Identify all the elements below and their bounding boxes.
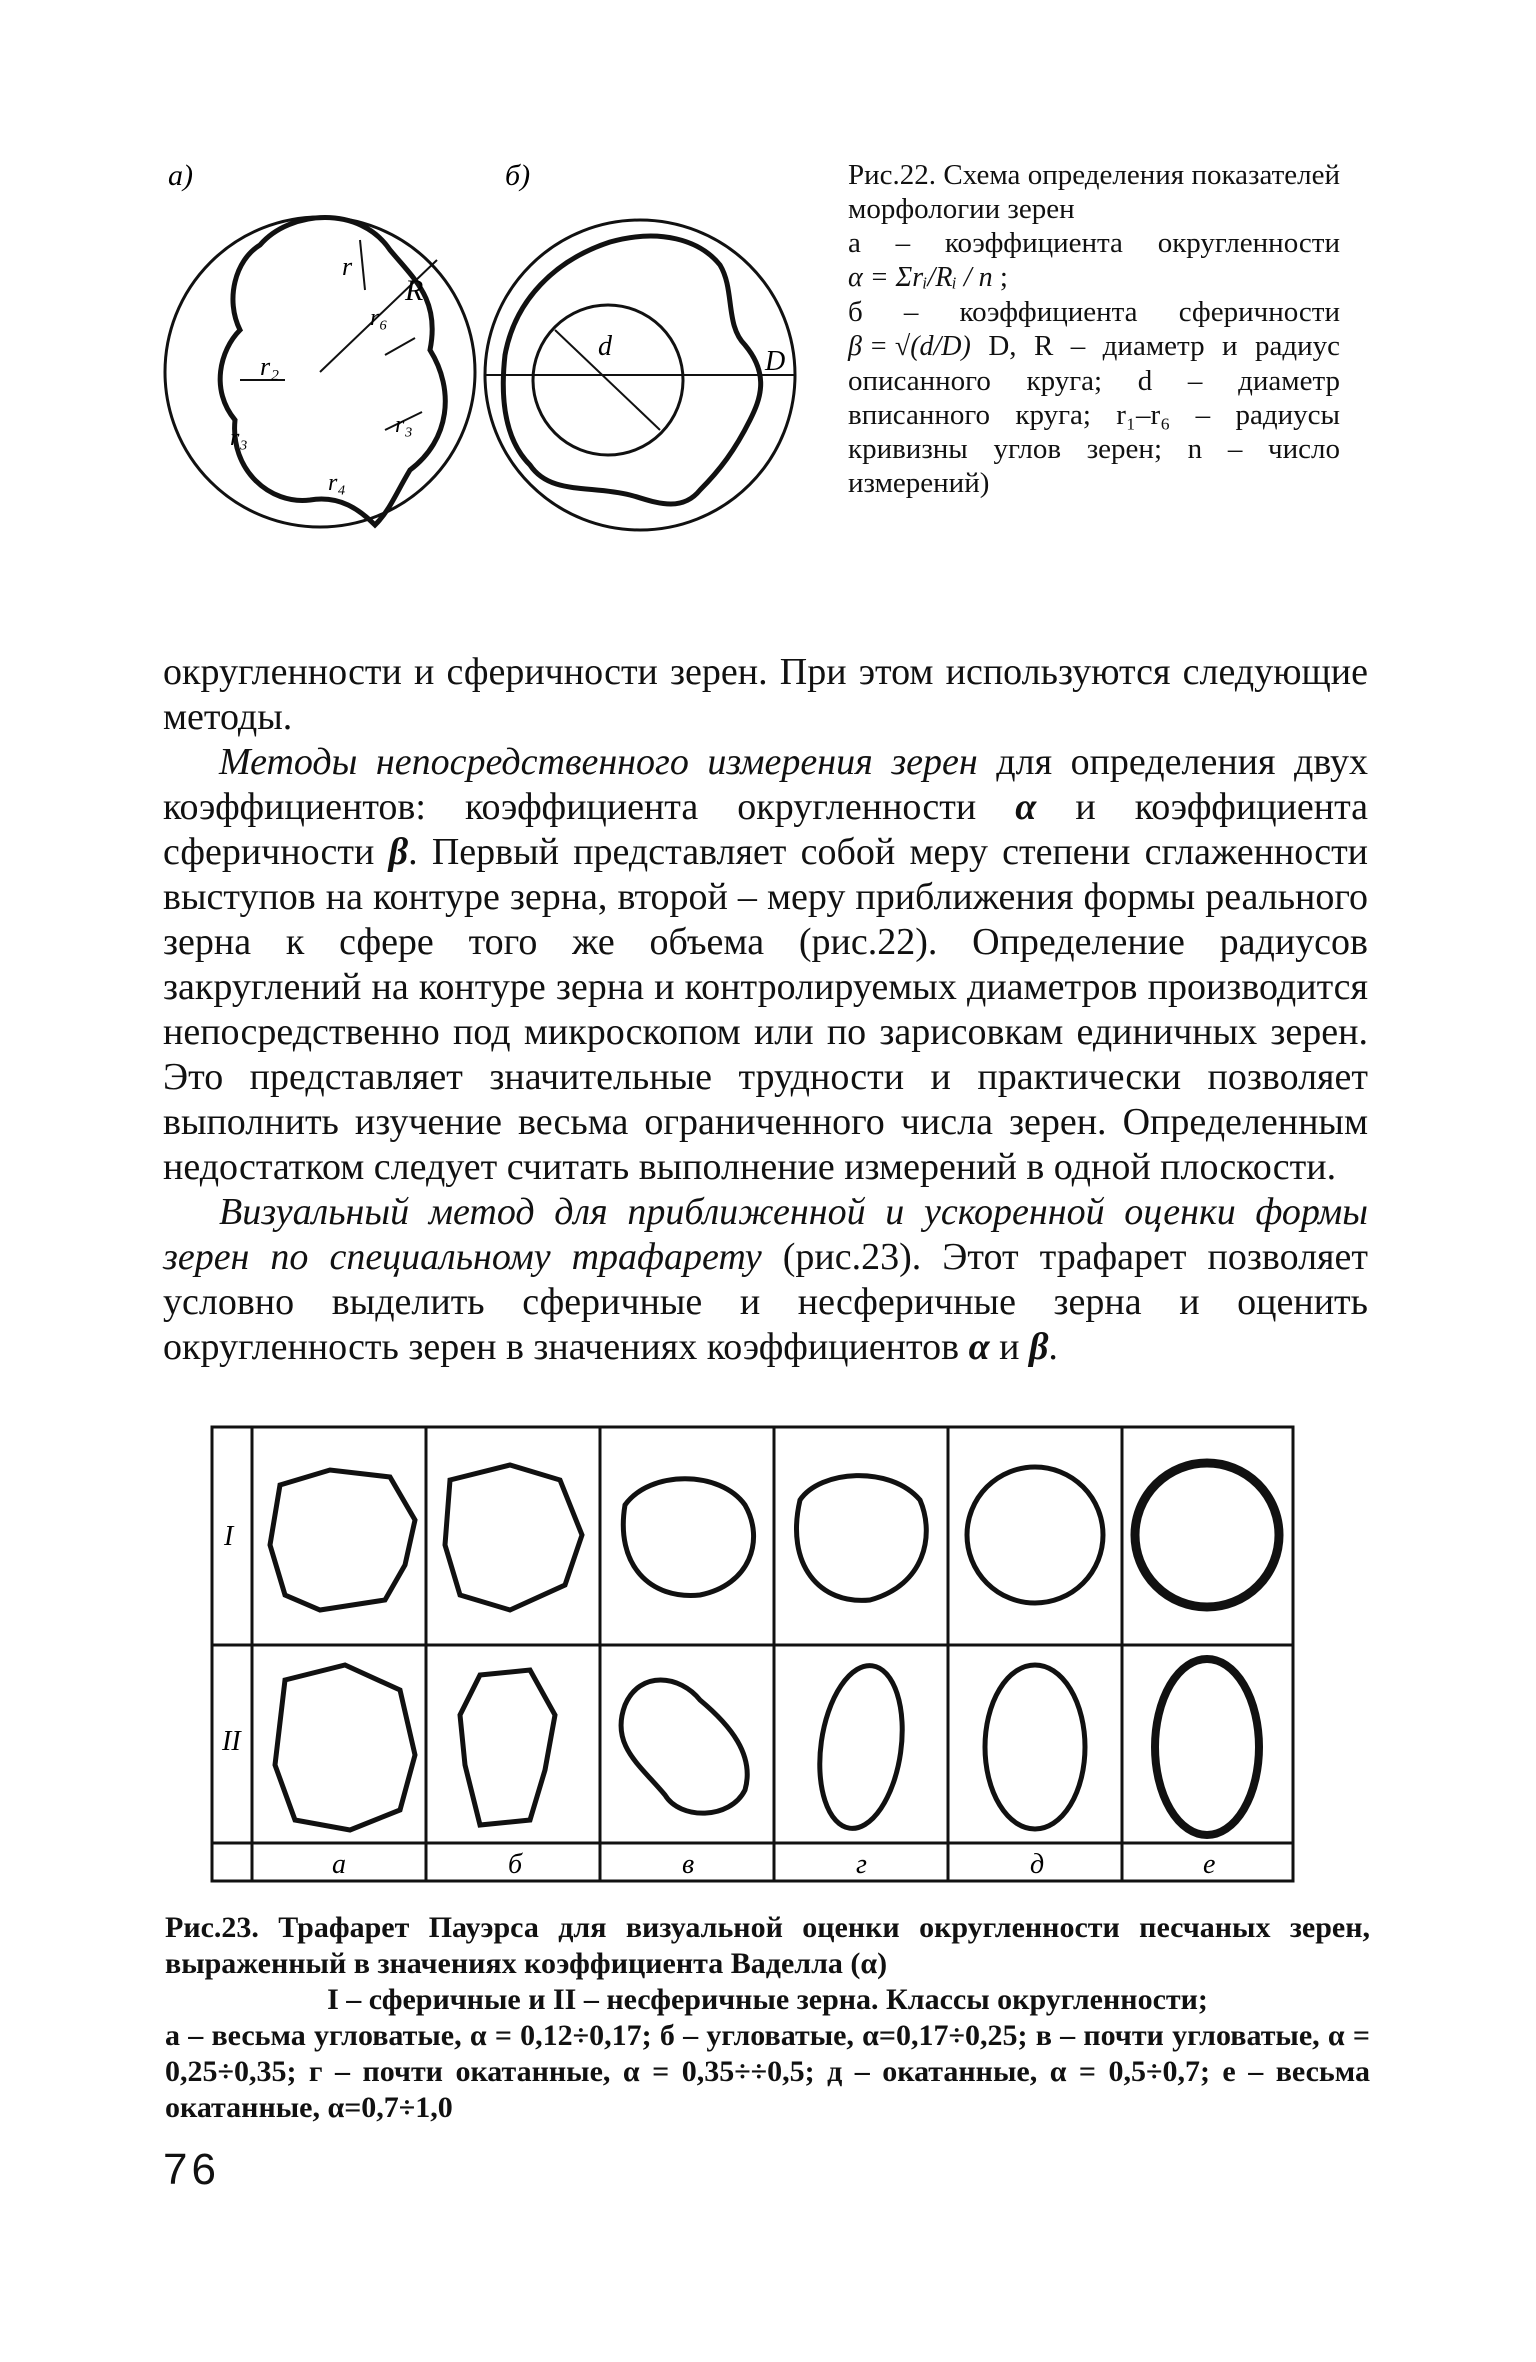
grain-I-a: [270, 1470, 415, 1610]
fig22a-label-r: r: [342, 252, 353, 281]
grain-II-a: [275, 1665, 415, 1830]
fig22b-grain-outline: [503, 236, 760, 504]
grain-II-e: [1155, 1659, 1259, 1835]
caption22-part-a: а – коэффициента округленности α = Σrᵢ/Rᵢ / n ;: [848, 227, 1340, 293]
col-label-g: г: [856, 1849, 867, 1880]
fig22-label-b: б): [505, 159, 531, 192]
fig22a-label-r2: r₂: [260, 352, 280, 381]
paragraph-2-italic: Методы непосредственного измерения зерен: [219, 741, 978, 783]
row-label-I: I: [224, 1521, 234, 1552]
col-label-a: а: [332, 1849, 346, 1880]
grain-II-b: [460, 1670, 555, 1825]
paragraph-2: [163, 740, 1368, 1190]
caption22-b-suffix: D, R – диаметр и радиус описанного круга; d – диаметр вписанного круга; r₁–r₆ – радиусы кривизны углов зерен; n – число измерений): [848, 330, 1340, 499]
table-border: [212, 1427, 1293, 1881]
paragraph-3-italic: Визуальный метод для приближенной и ускоренной оценки формы зерен по специальному трафарету: [163, 1191, 1368, 1278]
grain-II-d: [985, 1665, 1085, 1829]
paragraph-3-text3: .: [1048, 1326, 1058, 1368]
paragraph-3-text1: (рис.23). Этот трафарет позволяет условно выделить сферичные и несферичные зерна и оценить округленность зерен в значениях коэффициентов: [163, 1236, 1368, 1368]
fig22a-label-r3-right: r₃: [395, 412, 413, 438]
figure-23-grid: [210, 1425, 1295, 1883]
col-label-e: е: [1203, 1849, 1216, 1880]
fig22a-label-R: R: [405, 274, 424, 307]
caption22-title: Рис.22. Схема определения показателей морфологии зерен: [848, 159, 1340, 225]
fig22-label-a: а): [168, 159, 193, 192]
paragraph-1: округленности и сферичности зерен. При этом используются следующие методы.: [163, 651, 1368, 738]
fig22b-label-d: d: [598, 331, 612, 362]
fig22b-label-D: D: [765, 346, 786, 377]
alpha-symbol: α: [1015, 786, 1037, 828]
figure-22-drawing: [160, 150, 800, 570]
figure-22-caption: [848, 158, 1340, 500]
grain-II-v: [621, 1680, 747, 1813]
grain-I-e: [1135, 1463, 1279, 1607]
col-label-v: в: [682, 1849, 695, 1880]
paragraph-2-text2: и коэффициента сферичности: [163, 786, 1368, 873]
col-label-d: д: [1030, 1849, 1045, 1880]
fig22a-radius-r6: [385, 338, 415, 355]
caption22-part-b: [848, 295, 1340, 500]
caption23-line3: а – весьма угловатые, α = 0,12÷0,17; б – угловатые, α=0,17÷0,25; в – почти угловатые, α = 0,25÷0,35; г – почти окатанные, α = 0,35÷÷0,5; д – окатанные, α = 0,5÷0,7; е – весьма окатанные, α=0,7÷1,0: [165, 2019, 1370, 2124]
beta-symbol: β: [388, 831, 409, 873]
paragraph-2-text1: для определения двух коэффициентов: коэффициента округленности: [163, 741, 1369, 828]
paragraph-3: [163, 1190, 1368, 1370]
fig22a-label-r3-left: r₃: [230, 425, 248, 451]
paragraph-2-text3: . Первый представляет собой меру степени сглаженности выступов на контуре зерна, второй – меру приближения формы реального зерна к сфере того же объема (рис.22). Определение радиусов закруглений на контуре зерна и контролируемых диаметров производится непосредственно под микроскопом или по зарисовкам единичных зерен. Это представляет значительные трудности и практически позволяет выполнить изучение весьма ограниченного числа зерен. Определенным недостатком следует считать выполнение измерений в одной плоскости.: [163, 831, 1369, 1188]
caption22-a-text: а – коэффициента округленности: [848, 227, 1340, 259]
figure-23-table: [210, 1425, 1295, 1883]
caption22-a-formula: α = Σrᵢ/Rᵢ / n: [848, 262, 993, 293]
body-text: [163, 650, 1368, 1370]
page-number: 76: [163, 2145, 220, 2194]
grain-I-v: [623, 1479, 753, 1596]
paragraph-3-text2: и: [989, 1326, 1029, 1368]
alpha-symbol-2: α: [968, 1326, 990, 1368]
fig22a-radius-r: [360, 240, 365, 290]
figure-22: [160, 150, 800, 570]
caption23-line1: Рис.23. Трафарет Пауэрса для визуальной оценки округленности песчаных зерен, выраженный в значениях коэффициента Ваделла (α): [165, 1911, 1370, 1980]
fig22a-label-r6: r₆: [370, 305, 388, 331]
beta-symbol-2: β: [1028, 1326, 1049, 1368]
caption22-b-text: б – коэффициента сферичности: [848, 296, 1340, 328]
fig22a-label-r4: r₄: [328, 470, 346, 496]
grain-I-b: [445, 1465, 582, 1610]
row-label-II: II: [222, 1726, 241, 1757]
caption23-line2: I – сферичные и II – несферичные зерна. Классы округленности;: [327, 1983, 1208, 2016]
caption22-b-formula: β = √(d/D): [848, 331, 971, 362]
grain-I-g: [796, 1476, 926, 1601]
grain-II-g: [810, 1660, 912, 1834]
col-label-b: б: [508, 1849, 523, 1880]
grain-I-d: [967, 1467, 1103, 1603]
figure-23-caption: [165, 1910, 1370, 2126]
